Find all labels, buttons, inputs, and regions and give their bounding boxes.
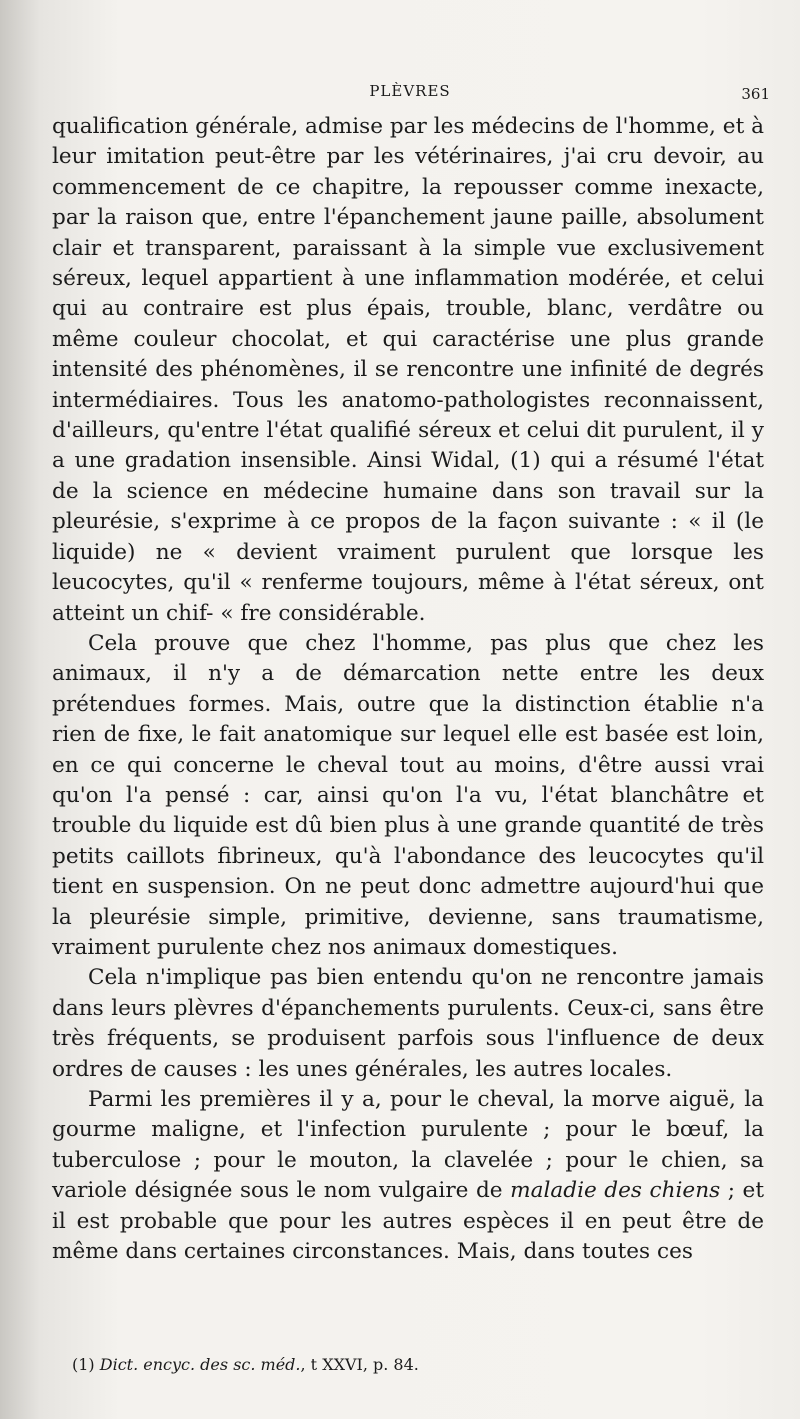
paragraph-4-italic-term: maladie des chiens bbox=[510, 1178, 721, 1204]
paragraph-4-text: Parmi les premières il y a, pour le cheval, la morve aiguë, la gourme maligne, et l'infection purulente ; pour le bœuf, la tuberculose ; pour le mouton, la clavelée ; pour le chien, sa variole désignée sous le nom vulgaire de bbox=[52, 1087, 764, 1204]
paragraph-2 bbox=[52, 629, 764, 963]
body-text bbox=[52, 112, 764, 1267]
paragraph-3 bbox=[52, 963, 764, 1085]
paragraph-1-text: qualification générale, admise par les médecins de l'homme, et à leur imitation peut-être par les vétérinaires, j'ai cru devoir, au commencement de ce chapitre, la repousser comme inexacte, par la raison que, entre l'épanchement jaune paille, absolument clair et transparent, paraissant à la simple vue exclusivement séreux, lequel appartient à une inflammation modérée, et celui qui au contraire est plus épais, trouble, blanc, verdâtre ou même couleur chocolat, et qui caractérise une plus grande intensité des phénomènes, il se rencontre une infinité de degrés intermédiaires. Tous les anatomo-pathologistes reconnaissent, d'ailleurs, qu'entre l'état qualifié séreux et celui dit purulent, il y a une gradation insensible. Ainsi Widal, (1) qui a résumé l'état de la science en médecine humaine dans son travail sur la pleurésie, s'exprime à ce propos de la façon suivante : « il (le liquide) ne « devient vraiment purulent que lorsque les leucocytes, qu'il « renferme toujours, même à l'état séreux, ont atteint un chif- « fre considérable. bbox=[52, 114, 764, 626]
paragraph-3-text: Cela n'implique pas bien entendu qu'on ne rencontre jamais dans leurs plèvres d'épanchements purulents. Ceux-ci, sans être très fréquents, se produisent parfois sous l'influence de deux ordres de causes : les unes générales, les autres locales. bbox=[52, 965, 764, 1082]
footnote bbox=[72, 1355, 752, 1374]
paragraph-2-text: Cela prouve que chez l'homme, pas plus que chez les animaux, il n'y a de démarcation nette entre les deux prétendues formes. Mais, outre que la distinction établie n'a rien de fixe, le fait anatomique sur lequel elle est basée est loin, en ce qui concerne le cheval tout au moins, d'être aussi vrai qu'on l'a pensé : car, ainsi qu'on l'a vu, l'état blanchâtre et trouble du liquide est dû bien plus à une grande quantité de très petits caillots fibrineux, qu'à l'abondance des leucocytes qu'il tient en suspension. On ne peut donc admettre aujourd'hui que la pleurésie simple, primitive, devienne, sans traumatisme, vraiment purulente chez nos animaux domestiques. bbox=[52, 630, 764, 960]
paragraph-4 bbox=[52, 1085, 764, 1267]
paragraph-4-text-end: ; et il est probable que pour les autres espèces il en peut être de même dans certaines circonstances. Mais, dans toutes ces bbox=[52, 1178, 764, 1265]
footnote-marker: (1) bbox=[72, 1355, 95, 1374]
footnote-source-title: Dict. encyc. des sc. méd. bbox=[99, 1355, 301, 1374]
footnote-citation: , t XXVI, p. 84. bbox=[300, 1355, 419, 1374]
page-number: 361 bbox=[741, 85, 770, 103]
page-header bbox=[50, 82, 770, 108]
running-head: PLÈVRES bbox=[369, 82, 451, 100]
paragraph-1 bbox=[52, 112, 764, 629]
